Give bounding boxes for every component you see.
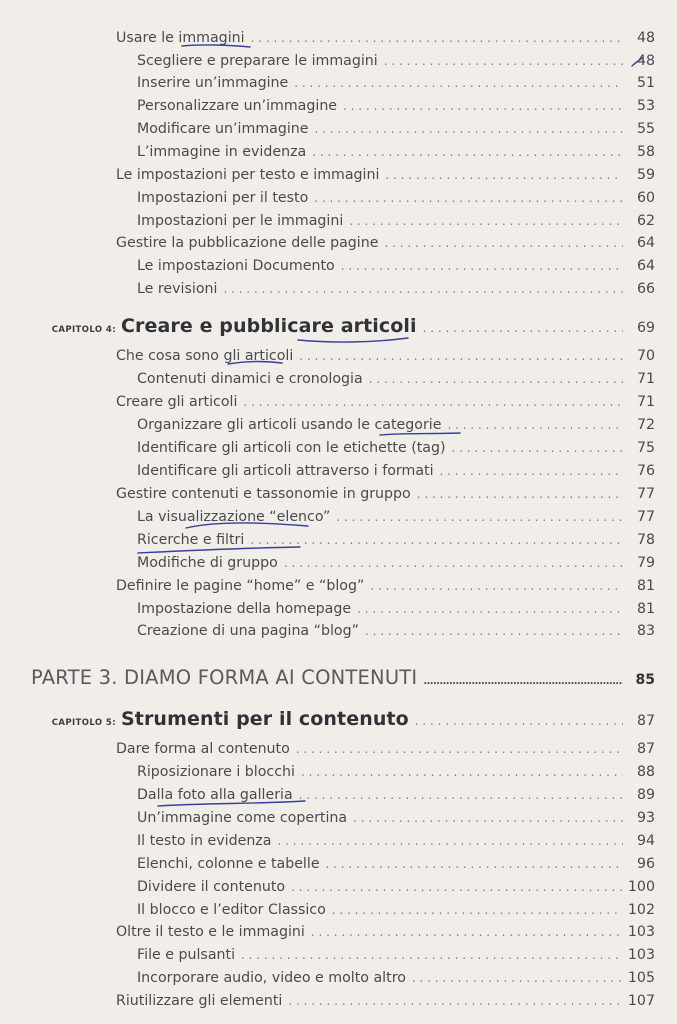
- toc-entry: [0, 620, 677, 642]
- toc-entry-page: 48: [636, 30, 655, 46]
- toc-entry: [0, 187, 677, 209]
- toc-entry-page: 88: [636, 764, 655, 780]
- toc-entry-title: Le revisioni: [137, 281, 218, 297]
- toc-entry: [0, 255, 677, 277]
- toc-entry-page: 83: [636, 623, 655, 639]
- toc-entry-page: 93: [636, 810, 655, 826]
- toc-entry-title: Dare forma al contenuto: [116, 741, 290, 757]
- toc-entry-title: Modificare un’immagine: [137, 121, 309, 137]
- dot-leader: [440, 460, 623, 482]
- toc-entry: [0, 807, 677, 829]
- toc-entry: [0, 460, 677, 482]
- toc-entry-page: 103: [627, 947, 655, 963]
- toc-entry: [0, 391, 677, 413]
- dot-leader: [417, 483, 623, 505]
- dot-leader: [384, 232, 623, 254]
- toc-entry: [0, 506, 677, 528]
- toc-entry-page: 77: [636, 509, 655, 525]
- dot-leader: [294, 72, 623, 94]
- dot-leader: [343, 95, 623, 117]
- toc-entry-title: Usare le immagini: [116, 30, 245, 46]
- toc-entry-page: 103: [627, 924, 655, 940]
- toc-entry: [0, 738, 677, 760]
- dot-leader: [241, 944, 623, 966]
- toc-entry-page: 55: [636, 121, 655, 137]
- toc-entry-page: 70: [636, 348, 655, 364]
- toc-entry-page: 71: [636, 371, 655, 387]
- toc-entry-page: 64: [636, 258, 655, 274]
- chapter-page: 69: [636, 320, 655, 336]
- part-title: PARTE 3. DIAMO FORMA AI CONTENUTI: [31, 666, 418, 689]
- dot-leader: [384, 50, 623, 72]
- toc-entry-page: 81: [636, 578, 655, 594]
- toc-entry: [0, 95, 677, 117]
- toc-entry: [0, 990, 677, 1012]
- dot-leader: [353, 807, 623, 829]
- dot-leader: [385, 164, 623, 186]
- toc-entry: [0, 944, 677, 966]
- toc-entry: [0, 784, 677, 806]
- toc-entry: [0, 141, 677, 163]
- toc-entry: [0, 232, 677, 254]
- toc-entry: [0, 278, 677, 300]
- toc-entry-title: Ricerche e filtri: [137, 532, 245, 548]
- dot-leader: [415, 714, 623, 728]
- dot-leader: [326, 853, 623, 875]
- toc-entry-title: Elenchi, colonne e tabelle: [137, 856, 320, 872]
- toc-entry-title: Le impostazioni Documento: [137, 258, 335, 274]
- toc-entry-title: Che cosa sono gli articoli: [116, 348, 294, 364]
- dot-leader: [452, 437, 623, 459]
- dot-leader: [277, 830, 623, 852]
- toc-entry-title: Dalla foto alla galleria: [137, 787, 293, 803]
- chapter-label: CAPITOLO 4:: [51, 325, 116, 335]
- toc-entry-title: Gestire la pubblicazione delle pagine: [116, 235, 379, 251]
- dot-leader: [299, 345, 623, 367]
- toc-entry-page: 96: [636, 856, 655, 872]
- dot-leader: [223, 278, 623, 300]
- toc-entry-page: 72: [636, 417, 655, 433]
- toc-entry-title: Creazione di una pagina “blog”: [137, 623, 359, 639]
- toc-entry-page: 94: [636, 833, 655, 849]
- dot-leader: [312, 141, 623, 163]
- toc-entry-title: Oltre il testo e le immagini: [116, 924, 305, 940]
- toc-entry-title: Dividere il contenuto: [137, 879, 286, 895]
- toc-entry-title: Impostazione della homepage: [137, 601, 352, 617]
- part-heading: [31, 666, 677, 689]
- dot-leader: [250, 529, 623, 551]
- toc-entry-title: L’immagine in evidenza: [137, 144, 307, 160]
- toc-entry-title: Creare gli articoli: [116, 394, 238, 410]
- dot-leader: [243, 391, 623, 413]
- toc-entry: [0, 483, 677, 505]
- dot-leader: [336, 506, 623, 528]
- toc-entry-title: Gestire contenuti e tassonomie in gruppo: [116, 486, 411, 502]
- toc-entry-title: Identificare gli articoli con le etichette (tag): [137, 440, 446, 456]
- toc-entry: [0, 598, 677, 620]
- toc-entry-page: 48: [636, 53, 655, 69]
- toc-entry: [0, 414, 677, 436]
- dot-leader: [341, 255, 623, 277]
- dot-leader: [332, 899, 623, 921]
- toc-entry-page: 76: [636, 463, 655, 479]
- toc-entry: [0, 921, 677, 943]
- dot-leader: [315, 118, 624, 140]
- dot-leader: [291, 876, 623, 898]
- dot-leader: [301, 761, 623, 783]
- toc-entry: [0, 72, 677, 94]
- chapter-page: 87: [636, 713, 655, 729]
- pen-underline: [298, 338, 408, 342]
- dot-leader: [299, 784, 623, 806]
- toc-entry-page: 51: [636, 75, 655, 91]
- toc-entry: [0, 899, 677, 921]
- toc-entry-title: Inserire un’immagine: [137, 75, 289, 91]
- dot-leader: [314, 187, 623, 209]
- toc-entry-page: 53: [636, 98, 655, 114]
- toc-entry-title: Riutilizzare gli elementi: [116, 993, 283, 1009]
- toc-entry-page: 89: [636, 787, 655, 803]
- toc-entry-title: Organizzare gli articoli usando le categorie: [137, 417, 442, 433]
- toc-entry-page: 58: [636, 144, 655, 160]
- toc-entry-page: 100: [627, 879, 655, 895]
- dot-leader: [311, 921, 623, 943]
- dot-leader: [349, 210, 623, 232]
- toc-entry: [0, 368, 677, 390]
- dot-leader: [357, 598, 623, 620]
- chapter-heading: [0, 315, 677, 337]
- toc-entry-title: Il testo in evidenza: [137, 833, 272, 849]
- dot-leader: [447, 414, 623, 436]
- toc-entry-title: Personalizzare un’immagine: [137, 98, 338, 114]
- toc-entry-title: Contenuti dinamici e cronologia: [137, 371, 363, 387]
- toc-entry-page: 79: [636, 555, 655, 571]
- chapter-title: Creare e pubblicare articoli: [121, 315, 417, 337]
- toc-entry: [0, 552, 677, 574]
- dot-leader: [369, 368, 623, 390]
- toc-entry-title: Un’immagine come copertina: [137, 810, 348, 826]
- dot-leader: [296, 738, 623, 760]
- toc-entry: [0, 967, 677, 989]
- toc-entry-title: Scegliere e preparare le immagini: [137, 53, 378, 69]
- toc-entry-title: File e pulsanti: [137, 947, 236, 963]
- toc-entry-title: Il blocco e l’editor Classico: [137, 902, 326, 918]
- toc-entry-title: Impostazioni per le immagini: [137, 213, 344, 229]
- toc-entry: [0, 118, 677, 140]
- dot-leader: [288, 990, 623, 1012]
- toc-entry-title: Riposizionare i blocchi: [137, 764, 295, 780]
- toc-entry-page: 105: [627, 970, 655, 986]
- toc-entry-page: 75: [636, 440, 655, 456]
- toc-entry-page: 71: [636, 394, 655, 410]
- toc-entry: [0, 210, 677, 232]
- toc-entry: [0, 876, 677, 898]
- chapter-heading: [0, 708, 677, 730]
- toc-entry: [0, 853, 677, 875]
- toc-entry-title: Identificare gli articoli attraverso i formati: [137, 463, 434, 479]
- chapter-title: Strumenti per il contenuto: [121, 708, 409, 730]
- toc-entry-title: Modifiche di gruppo: [137, 555, 278, 571]
- dot-leader: [412, 967, 623, 989]
- toc-entry-page: 78: [636, 532, 655, 548]
- toc-entry-page: 64: [636, 235, 655, 251]
- toc-entry: [0, 50, 677, 72]
- toc-entry-page: 107: [627, 993, 655, 1009]
- toc-entry: [0, 529, 677, 551]
- toc-entry: [0, 164, 677, 186]
- toc-entry-title: Impostazioni per il testo: [137, 190, 309, 206]
- toc-entry-page: 60: [636, 190, 655, 206]
- toc-entry-title: La visualizzazione “elenco”: [137, 509, 331, 525]
- dot-leader: [251, 27, 623, 49]
- toc-entry: [0, 437, 677, 459]
- toc-entry: [0, 830, 677, 852]
- toc-entry: [0, 575, 677, 597]
- chapter-label: CAPITOLO 5:: [51, 718, 116, 728]
- dot-leader: [365, 620, 623, 642]
- toc-entry: [0, 345, 677, 367]
- toc-entry-page: 77: [636, 486, 655, 502]
- toc-entry-page: 81: [636, 601, 655, 617]
- toc-entry-page: 87: [636, 741, 655, 757]
- part-page: 85: [635, 672, 655, 688]
- toc-entry-title: Definire le pagine “home” e “blog”: [116, 578, 365, 594]
- toc-entry-title: Incorporare audio, video e molto altro: [137, 970, 406, 986]
- dot-leader: [423, 321, 623, 335]
- dot-leader: [423, 676, 623, 687]
- dot-leader: [284, 552, 623, 574]
- toc-entry: [0, 761, 677, 783]
- toc-entry: [0, 27, 677, 49]
- dot-leader: [370, 575, 623, 597]
- toc-entry-page: 66: [636, 281, 655, 297]
- toc-entry-page: 59: [636, 167, 655, 183]
- toc-entry-title: Le impostazioni per testo e immagini: [116, 167, 380, 183]
- toc-entry-page: 62: [636, 213, 655, 229]
- toc-entry-page: 102: [627, 902, 655, 918]
